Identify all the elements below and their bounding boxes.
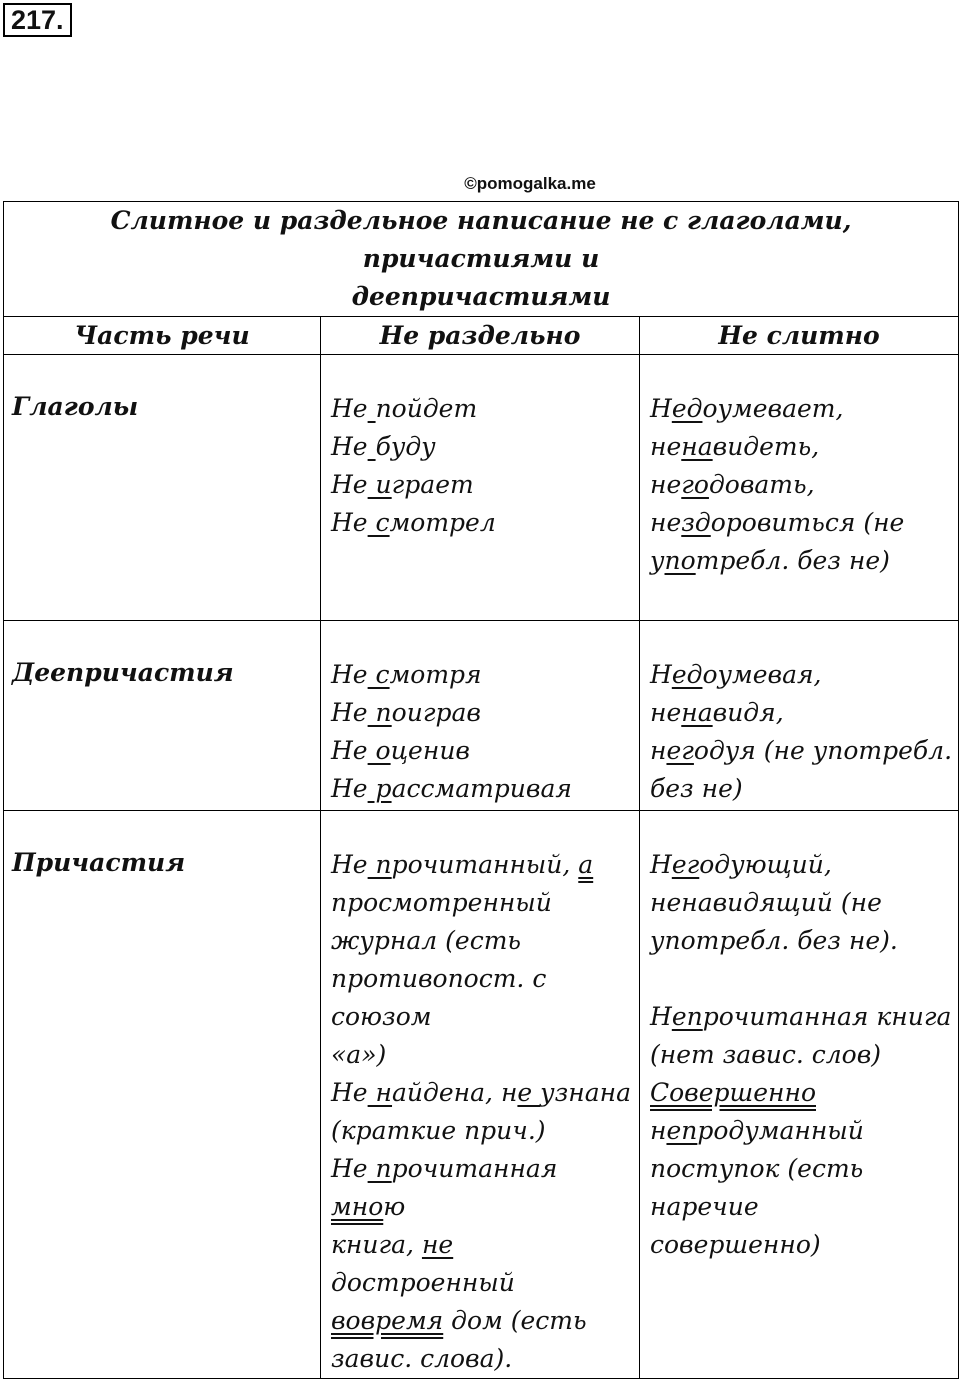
table-title-line-2: деепричастиями	[351, 282, 611, 311]
list-item: вовремя дом (есть	[331, 1306, 587, 1335]
list-item	[650, 960, 958, 998]
list-item: книга, не достроенный	[331, 1230, 515, 1297]
list-item: Не прочитанная мною	[331, 1154, 558, 1221]
list-item: Не прочитанный, а	[331, 850, 594, 879]
part-of-speech-cell	[4, 621, 321, 811]
list-item: непродуманный	[650, 1116, 864, 1145]
list-item: Недоумевая, ненавидя,	[650, 660, 822, 727]
header-row	[4, 317, 959, 355]
list-item: Не буду	[331, 432, 436, 461]
list-item: негодуя (не употребл.	[650, 736, 953, 765]
list-item: (нет завис. слов)	[650, 1040, 882, 1069]
part-of-speech: Причастия	[12, 848, 186, 877]
table-title-line-1: Слитное и раздельное написание не с глаголами, причастиями и	[110, 206, 852, 273]
header-part-of-speech: Часть речи	[4, 317, 321, 355]
list-item: просмотренный	[331, 888, 552, 917]
list-item: завис. слова).	[331, 1344, 513, 1373]
list-item: нездоровиться (не	[650, 508, 905, 537]
list-item: Не поиграв	[331, 698, 481, 727]
list-item: негодовать,	[650, 470, 815, 499]
separate-cell	[321, 621, 640, 811]
joined-cell	[640, 621, 959, 811]
list-item: употребл. без не)	[650, 546, 890, 575]
table-row	[4, 355, 959, 621]
list-item: Непрочитанная книга	[650, 1002, 952, 1031]
separate-cell	[321, 811, 640, 1379]
table-title	[4, 202, 959, 317]
joined-cell	[640, 355, 959, 621]
list-item: ненавидящий (не	[650, 888, 882, 917]
list-item: ненавидеть,	[650, 432, 820, 461]
part-of-speech-cell	[4, 811, 321, 1379]
list-item: Не смотрел	[331, 508, 496, 537]
part-of-speech-cell	[4, 355, 321, 621]
list-item: без не)	[650, 774, 743, 803]
list-item: Не смотря	[331, 660, 482, 689]
list-item: поступок (есть наречие	[650, 1154, 864, 1221]
list-item: Не пойдет	[331, 394, 478, 423]
part-of-speech: Глаголы	[12, 392, 139, 421]
list-item: журнал (есть	[331, 926, 522, 955]
list-item: Недоумевает,	[650, 394, 844, 423]
part-of-speech: Деепричастия	[12, 658, 234, 687]
watermark: ©pomogalka.me	[464, 174, 596, 193]
list-item: «а»)	[331, 1040, 387, 1069]
header-joined: Не слитно	[640, 317, 959, 355]
joined-cell	[640, 811, 959, 1379]
rules-table	[3, 201, 959, 1379]
list-item: Не играет	[331, 470, 474, 499]
table-row	[4, 811, 959, 1379]
header-separate: Не раздельно	[321, 317, 640, 355]
list-item: (краткие прич.)	[331, 1116, 546, 1145]
list-item: Не рассматривая	[331, 774, 572, 803]
table-row	[4, 621, 959, 811]
list-item: употребл. без не).	[650, 926, 898, 955]
separate-cell	[321, 355, 640, 621]
list-item: Негодующий,	[650, 850, 832, 879]
list-item: совершенно)	[650, 1230, 821, 1259]
list-item: противопост. с союзом	[331, 964, 547, 1031]
list-item: Не найдена, не узнана	[331, 1078, 632, 1107]
list-item: Не оценив	[331, 736, 470, 765]
list-item: Совершенно	[650, 1078, 816, 1107]
exercise-number: 217.	[3, 3, 72, 37]
